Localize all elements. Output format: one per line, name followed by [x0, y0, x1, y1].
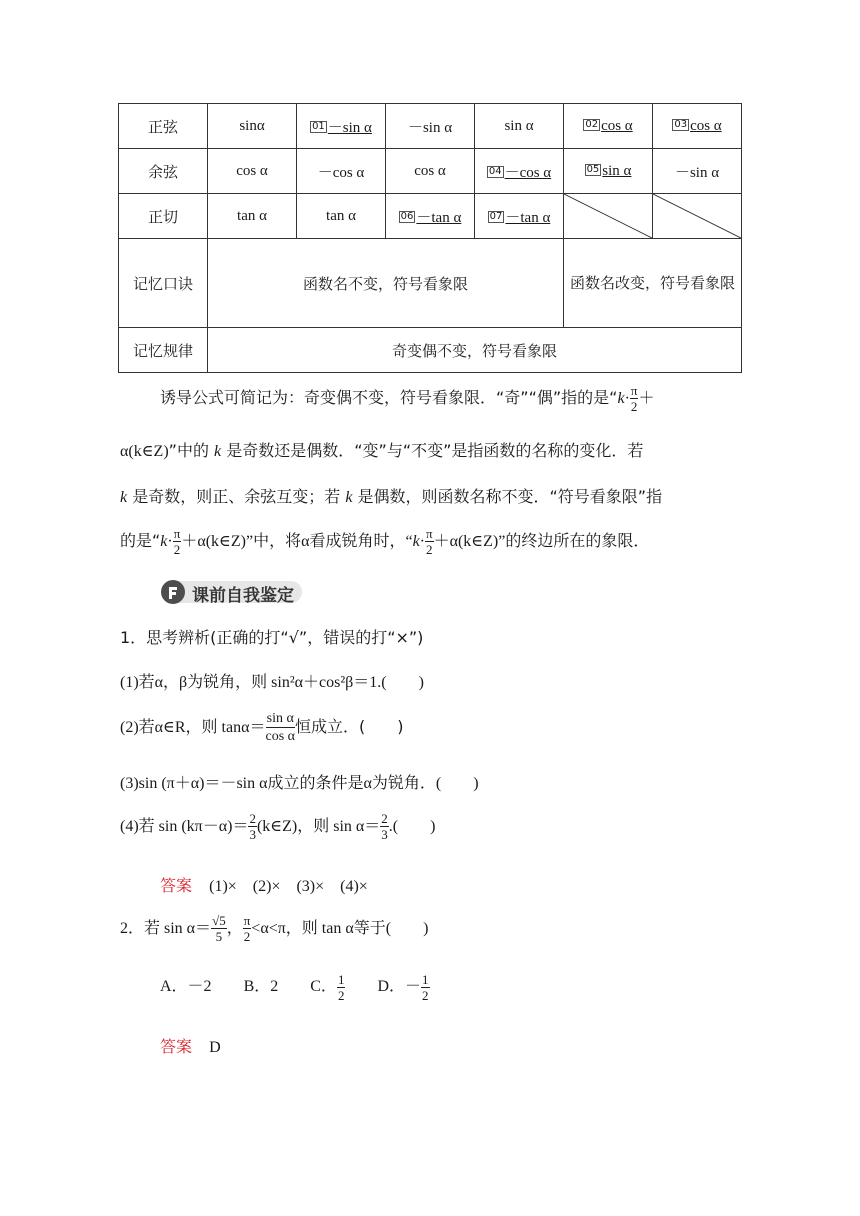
induction-formula-table [118, 103, 742, 373]
cell: cos α [386, 149, 475, 194]
para-line-3: k 是奇数，则正、余弦互变；若 k 是偶数，则函数名称不变．“符号看象限”指 [120, 487, 663, 506]
fraction-pi-over-2: $\frac{\pi}{2}$ [630, 383, 638, 414]
q1-item-4: (4)若 sin (kπ－α)＝ $\frac{2}{3}$ (k∈Z)，则 sin α＝ $\frac{2}{3}$ .( ) [120, 811, 436, 842]
cell: tan α [297, 194, 386, 239]
answer-blank-01: 01 －sin α [297, 104, 386, 149]
answer-blank-05: 05 sin α [564, 149, 653, 194]
fraction-2-3: $\frac{2}{3}$ [249, 811, 256, 842]
q2-answer: 答案 D [160, 1037, 221, 1056]
answer-label: 答案 [160, 1037, 193, 1056]
cell: sin α [475, 104, 564, 149]
fraction-2-3: $\frac{2}{3}$ [381, 811, 388, 842]
answer-blank-02: 02 cos α [564, 104, 653, 149]
diagonal-line [564, 194, 652, 238]
para-line-2: α(k∈Z)”中的 k 是奇数还是偶数．“变”与“不变”是指函数的名称的变化．若 [120, 441, 644, 460]
row-label-tangent: 正切 [119, 194, 208, 239]
fraction-1-2: $\frac{1}{2}$ [337, 972, 345, 1003]
option-a: A．－2 [160, 978, 212, 996]
q2-options [160, 972, 430, 1003]
option-d: D．－ $\frac{1}{2}$ [377, 972, 429, 1003]
answer-blank-03: 03 cos α [653, 104, 742, 149]
option-b: B．2 [243, 978, 279, 996]
row-label-sine: 正弦 [119, 104, 208, 149]
answer-blank-06: 06 －tan α [386, 194, 475, 239]
row-label-memo-rule: 记忆规律 [119, 328, 208, 373]
empty-diagonal-cell [564, 194, 653, 239]
para-line-1: 诱导公式可简记为：奇变偶不变，符号看象限．“奇”“偶”指的是“k· $\frac{\pi}{2}$ ＋ [160, 383, 655, 414]
q1-item-3: (3)sin (π＋α)＝－sin α成立的条件是α为锐角．( ) [120, 775, 479, 792]
fraction-sin-over-cos: $\frac{\text{sin α}}{\text{cos α}}$ [265, 711, 295, 744]
answer-blank-07: 07 －tan α [475, 194, 564, 239]
fraction-pi-over-2: $\frac{\pi}{2}$ [173, 526, 181, 557]
fraction-sqrt5-over-5: $\frac{√5}{5}$ [212, 913, 226, 944]
q1-item-1: (1)若α，β为锐角，则 sin²α＋cos²β＝1.( ) [120, 674, 424, 691]
cell: sinα [208, 104, 297, 149]
empty-diagonal-cell [653, 194, 742, 239]
answer-label: 答案 [160, 876, 193, 895]
cell: cos α [208, 149, 297, 194]
option-c: C． $\frac{1}{2}$ [310, 972, 345, 1003]
q1-stem: 1．思考辨析(正确的打“√”，错误的打“×”) [120, 628, 424, 647]
cell: tan α [208, 194, 297, 239]
memo-rhyme-left: 函数名不变，符号看象限 [208, 239, 564, 328]
fraction-1-2: $\frac{1}{2}$ [422, 972, 429, 1003]
q1-answer: 答案 (1)× (2)× (3)× (4)× [160, 876, 368, 895]
row-label-memo-rhyme: 记忆口诀 [119, 239, 208, 328]
cell: －sin α [386, 104, 475, 149]
fraction-pi-over-2: $\frac{\pi}{2}$ [243, 913, 251, 944]
answer-blank-04: 04 －cos α [475, 149, 564, 194]
section-title: 课前自我鉴定 [192, 586, 294, 606]
q1-item-2: (2)若α∈R，则 tanα＝ $\frac{\text{sin α}}{\text{cos α}}$ 恒成立．( ) [120, 711, 404, 744]
cell: －sin α [653, 149, 742, 194]
cell: －cos α [297, 149, 386, 194]
row-label-cosine: 余弦 [119, 149, 208, 194]
diagonal-line [653, 194, 741, 238]
memo-rule: 奇变偶不变，符号看象限 [208, 328, 742, 373]
para-line-4: 的是“k· $\frac{\pi}{2}$ ＋α(k∈Z)”中，将α看成锐角时，“k· $\frac{\pi}{2}$ ＋α(k∈Z)”的终边所在的象限． [120, 526, 650, 557]
section-badge [160, 578, 305, 604]
q2-stem: 2．若 sin α＝ $\frac{√5}{5}$ ， $\frac{\pi}{2}$ <α<π，则 tan α等于( ) [120, 913, 429, 944]
memo-rhyme-right: 函数名改变，符号看象限 [564, 239, 742, 328]
fraction-pi-over-2: $\frac{\pi}{2}$ [426, 526, 433, 557]
